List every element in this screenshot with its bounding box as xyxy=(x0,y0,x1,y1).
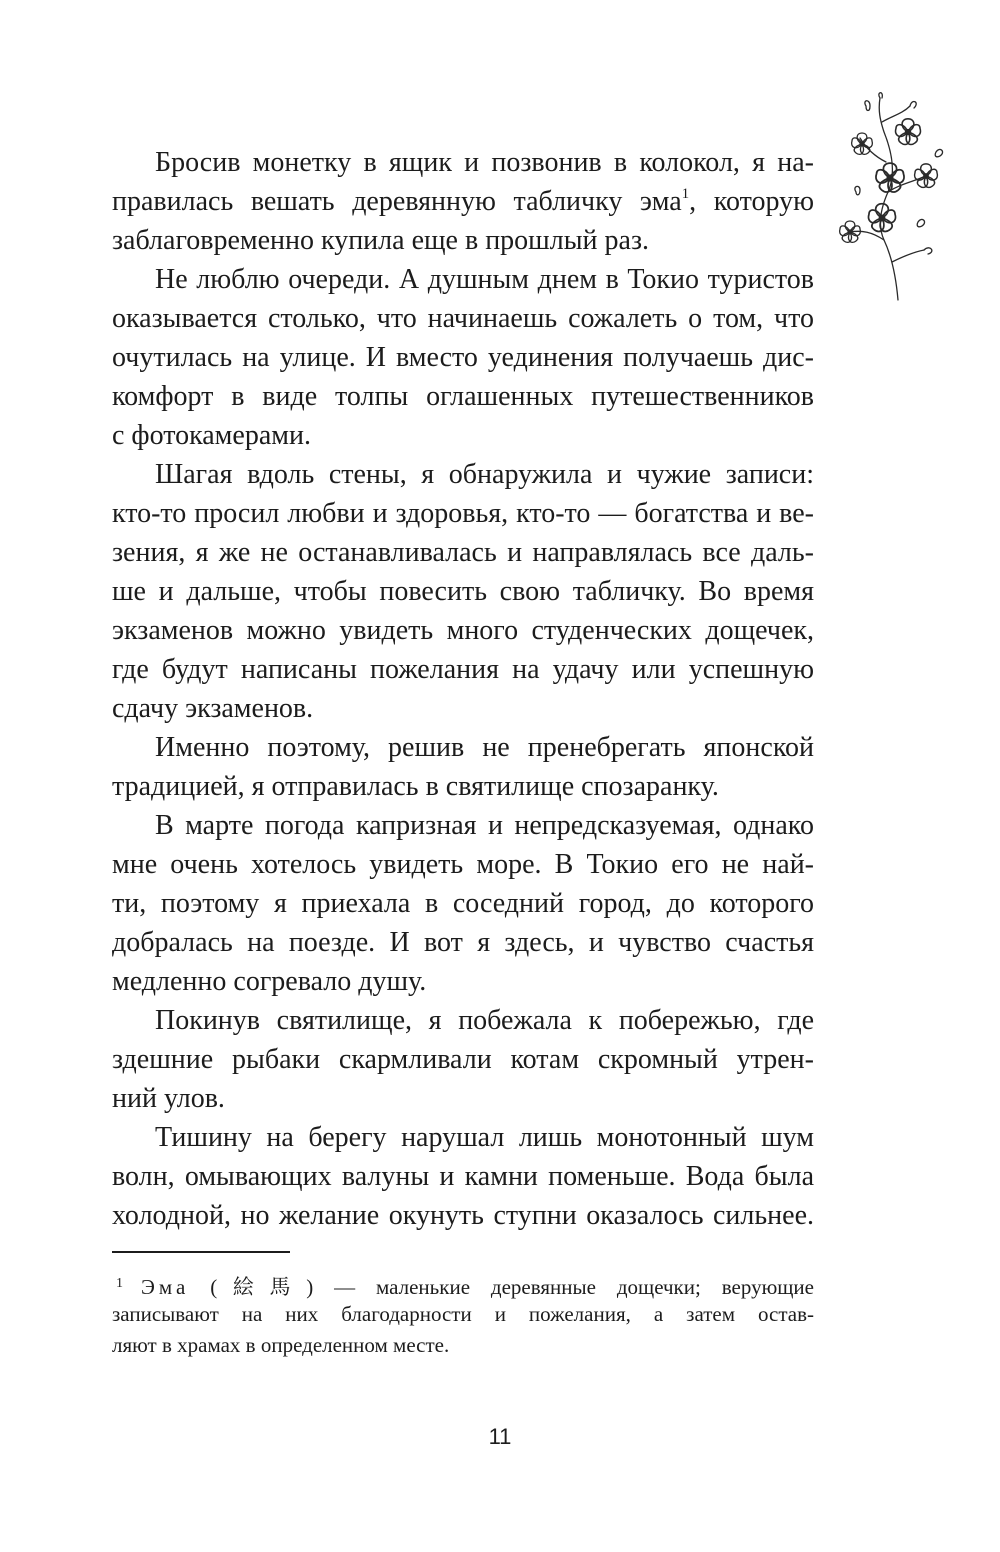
text-line: оказывается столько, что начинаешь сожалеть о том, что xyxy=(112,303,814,334)
text-line: Покинув святилище, я побежала к побережью, где xyxy=(155,1005,814,1036)
text-line: традицией, я отправилась в святилище спозаранку. xyxy=(112,771,719,802)
text-line: ше и дальше, чтобы повесить свою табличку. Во время xyxy=(112,576,814,607)
body-text xyxy=(112,143,814,1235)
text-line: добралась на поезде. И вот я здесь, и чувство счастья xyxy=(112,927,814,958)
text-line: Именно поэтому, решив не пренебрегать японской xyxy=(155,732,814,763)
footnote-divider xyxy=(112,1251,290,1253)
text-line: ний улов. xyxy=(112,1083,225,1114)
page-number: 11 xyxy=(488,1424,512,1449)
text-line: мне очень хотелось увидеть море. В Токио его не най- xyxy=(112,849,814,880)
text-line: Тишину на берегу нарушал лишь монотонный шум xyxy=(155,1122,814,1153)
text-line: Бросив монетку в ящик и позвонив в колокол, я на- xyxy=(155,147,814,178)
text-line: очутилась на улице. И вместо уединения получаешь дис- xyxy=(112,342,814,373)
footnote-kanji: (絵馬) xyxy=(210,1275,314,1299)
text-line: ти, поэтому я приехала в соседний город, до которого xyxy=(112,888,814,919)
text-line: с фотокамерами. xyxy=(112,420,311,451)
text-line: где будут написаны пожелания на удачу или успешную xyxy=(112,654,814,685)
text-line: комфорт в виде толпы оглашенных путешественников xyxy=(112,381,814,412)
text-line: сдачу экзаменов. xyxy=(112,693,314,724)
text-line: Не люблю очереди. А душным днем в Токио туристов xyxy=(155,264,814,295)
text-line-with-footnote xyxy=(112,182,814,221)
text-fragment: , которую xyxy=(689,186,814,217)
text-line: экзаменов можно увидеть много студенческих дощечек, xyxy=(112,615,814,646)
text-line: заблаговременно купила еще в прошлый раз. xyxy=(112,225,650,256)
text-line: холодной, но желание окунуть ступни оказалось сильнее. xyxy=(112,1200,814,1231)
footnote-term: Эма xyxy=(141,1275,190,1299)
text-fragment: правилась вешать деревянную табличку эма xyxy=(112,186,682,217)
text-line: В марте погода капризная и непредсказуемая, однако xyxy=(155,810,814,841)
cherry-blossom-branch-icon xyxy=(826,92,976,302)
text-line: зения, я же не останавливалась и направлялась все даль- xyxy=(112,537,814,568)
footnote-line: записывают на них благодарности и пожелания, а затем остав- xyxy=(112,1302,814,1326)
footnote-definition: — маленькие деревянные дощечки; верующие xyxy=(313,1275,814,1299)
text-line: здешние рыбаки скармливали котам скромный утрен- xyxy=(112,1044,814,1075)
text-line: кто-то просил любви и здоровья, кто-то — богатства и ве- xyxy=(112,498,814,529)
footnote xyxy=(112,1268,814,1361)
text-line: медленно согревало душу. xyxy=(112,966,427,997)
text-line: волн, омывающих валуны и камни поменьше. Вода была xyxy=(112,1161,814,1192)
footnote-marker: 1 xyxy=(116,1276,123,1291)
text-line: Шагая вдоль стены, я обнаружила и чужие записи: xyxy=(155,459,814,490)
footnote-line: ляют в храмах в определенном месте. xyxy=(112,1333,450,1357)
footnote-line xyxy=(112,1268,814,1299)
footnote-reference[interactable]: 1 xyxy=(681,186,690,202)
